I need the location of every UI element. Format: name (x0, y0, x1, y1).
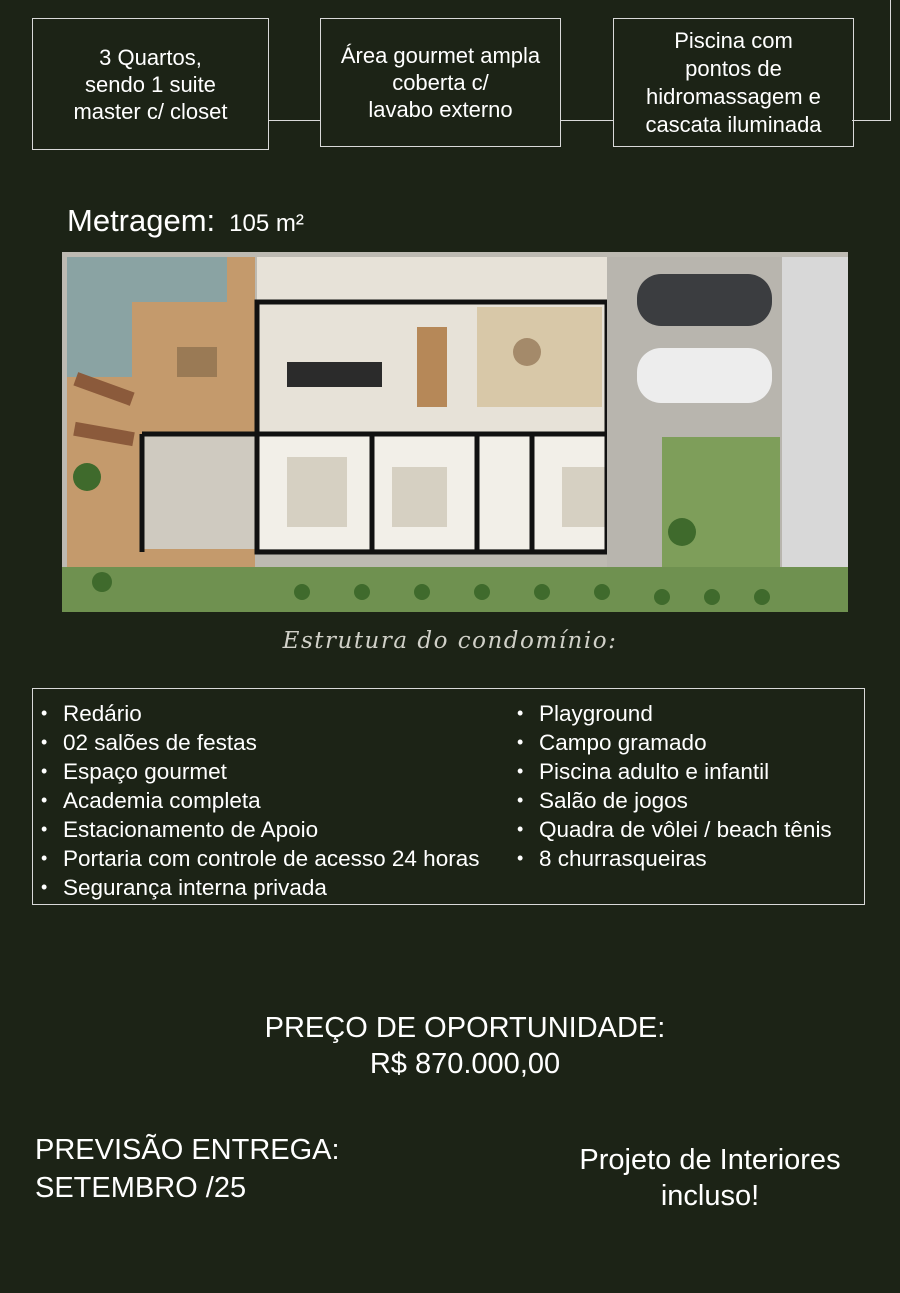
dining-table (417, 327, 447, 407)
list-item: • Quadra de vôlei / beach tênis (513, 815, 832, 844)
delivery-label: PREVISÃO ENTREGA: (35, 1134, 340, 1166)
top-right-connector (890, 0, 891, 120)
list-item: • Playground (513, 699, 832, 728)
feature-text-bedrooms: 3 Quartos, sendo 1 suite master c/ closet (73, 44, 228, 124)
list-item: • 8 churrasqueiras (513, 844, 832, 873)
amenities-box (32, 688, 865, 905)
bathroom (142, 434, 257, 549)
delivery-date: SETEMBRO /25 (35, 1172, 247, 1204)
connector-1 (268, 120, 321, 121)
metragem-value: 105 m² (229, 210, 304, 237)
list-item: • Salão de jogos (513, 786, 832, 815)
list-item: • Estacionamento de Apoio (37, 815, 479, 844)
feature-box-pool (613, 18, 854, 147)
list-item: • 02 salões de festas (37, 728, 479, 757)
feature-text-gourmet: Área gourmet ampla coberta c/ lavabo externo (340, 43, 541, 122)
interiors-note: Projeto de Interiores incluso! (579, 1144, 841, 1212)
price-label: PREÇO DE OPORTUNIDADE: (264, 1012, 666, 1044)
list-item: • Espaço gourmet (37, 757, 479, 786)
list-item: • Academia completa (37, 786, 479, 815)
feature-text-pool: Piscina com pontos de hidromassagem e cascata iluminada (645, 27, 822, 137)
garden-bottom (62, 567, 848, 612)
connector-3 (852, 120, 891, 121)
metragem (67, 203, 304, 239)
list-item: • Segurança interna privada (37, 873, 479, 902)
car-dark (637, 274, 772, 326)
price-value: R$ 870.000,00 (369, 1048, 561, 1080)
connector-2 (560, 120, 614, 121)
list-item: • Redário (37, 699, 479, 728)
amenities-right-list (513, 699, 832, 873)
list-item: • Piscina adulto e infantil (513, 757, 832, 786)
kitchen-island (287, 362, 382, 387)
list-item: • Portaria com controle de acesso 24 horas (37, 844, 479, 873)
sidewalk (782, 257, 848, 607)
metragem-label: Metragem: (67, 203, 216, 238)
car-white (637, 348, 772, 403)
estrutura-title: Estrutura do condomínio: (282, 628, 618, 654)
floor-plan-image (62, 252, 848, 612)
list-item: • Campo gramado (513, 728, 832, 757)
feature-box-bedrooms (32, 18, 269, 150)
amenities-left-list (37, 699, 479, 902)
feature-box-gourmet (320, 18, 561, 147)
